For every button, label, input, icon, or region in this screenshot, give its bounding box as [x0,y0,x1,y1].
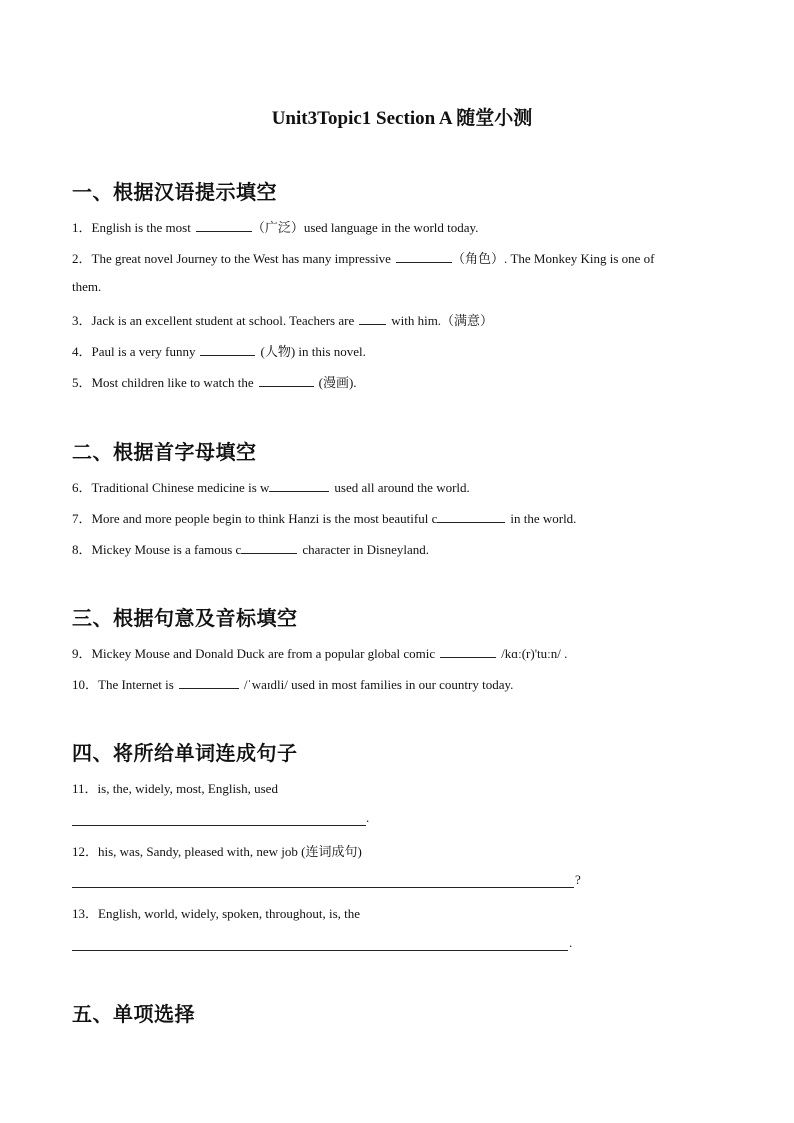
question-9-phonetic: /kɑː(r)'tuːn/ . [501,646,568,661]
question-3-text: 3．Jack is an excellent student at school. Teachers are [72,313,355,328]
answer-blank[interactable] [396,251,452,263]
question-5 [72,372,357,391]
answer-blank[interactable] [196,220,252,232]
section-heading-5: 五、单项选择 [72,1002,195,1026]
question-1-text: 1．English is the most [72,220,191,235]
answer-blank[interactable] [179,677,239,689]
answer-blank[interactable] [269,480,329,492]
answer-blank[interactable] [200,344,255,356]
question-8 [72,539,429,558]
question-6-text: 6．Traditional Chinese medicine is w [72,480,270,495]
question-13: 13．English, world, widely, spoken, throughout, is, the [72,906,361,921]
question-4-text: 4．Paul is a very funny [72,344,196,359]
answer-blank[interactable] [359,313,386,325]
section-heading-2: 二、根据首字母填空 [72,440,257,464]
question-7-text: 7．More and more people begin to think Hanzi is the most beautiful c [72,511,438,526]
question-10-phonetic: /ˈwaɪdli/ used in most families in our country today. [243,677,514,692]
end-punctuation-13: . [569,935,573,950]
question-2-text: 2．The great novel Journey to the West has many impressive [72,251,391,266]
answer-line-13[interactable] [72,949,568,951]
question-10 [72,674,513,693]
page-title: Unit3Topic1 Section A 随堂小测 [271,108,533,129]
section-heading-1: 一、根据汉语提示填空 [72,180,277,204]
question-4 [72,341,366,360]
question-4-hint: (人物) in this novel. [260,344,366,359]
end-punctuation-12: ? [575,872,581,887]
question-3 [72,310,493,329]
question-2 [72,248,655,267]
question-6-tail: used all around the world. [334,480,470,495]
answer-line-11[interactable] [72,824,366,826]
question-9 [72,643,567,662]
question-8-tail: character in Disneyland. [302,542,430,557]
question-2-continuation: them. [72,279,102,294]
question-1-hint: （广泛）used language in the world today. [251,220,479,235]
question-12: 12．his, was, Sandy, pleased with, new job (连词成句) [72,844,362,859]
question-7-tail: in the world. [510,511,577,526]
question-2-hint: （角色）. The Monkey King is one of [451,251,655,266]
answer-blank[interactable] [259,375,314,387]
question-1 [72,217,478,236]
answer-blank[interactable] [440,646,496,658]
answer-line-12[interactable] [72,886,574,888]
question-3-hint: with him.（满意） [391,313,494,328]
question-8-text: 8．Mickey Mouse is a famous c [72,542,242,557]
question-6 [72,477,470,496]
end-punctuation-11: . [366,810,370,825]
section-heading-4: 四、将所给单词连成句子 [72,741,298,765]
question-7 [72,508,576,527]
section-heading-3: 三、根据句意及音标填空 [72,606,298,630]
answer-blank[interactable] [437,511,505,523]
question-10-text: 10．The Internet is [72,677,174,692]
question-5-hint: (漫画). [318,375,357,390]
question-11: 11．is, the, widely, most, English, used [72,781,278,796]
answer-blank[interactable] [241,542,297,554]
question-9-text: 9．Mickey Mouse and Donald Duck are from a popular global comic [72,646,436,661]
question-5-text: 5．Most children like to watch the [72,375,254,390]
